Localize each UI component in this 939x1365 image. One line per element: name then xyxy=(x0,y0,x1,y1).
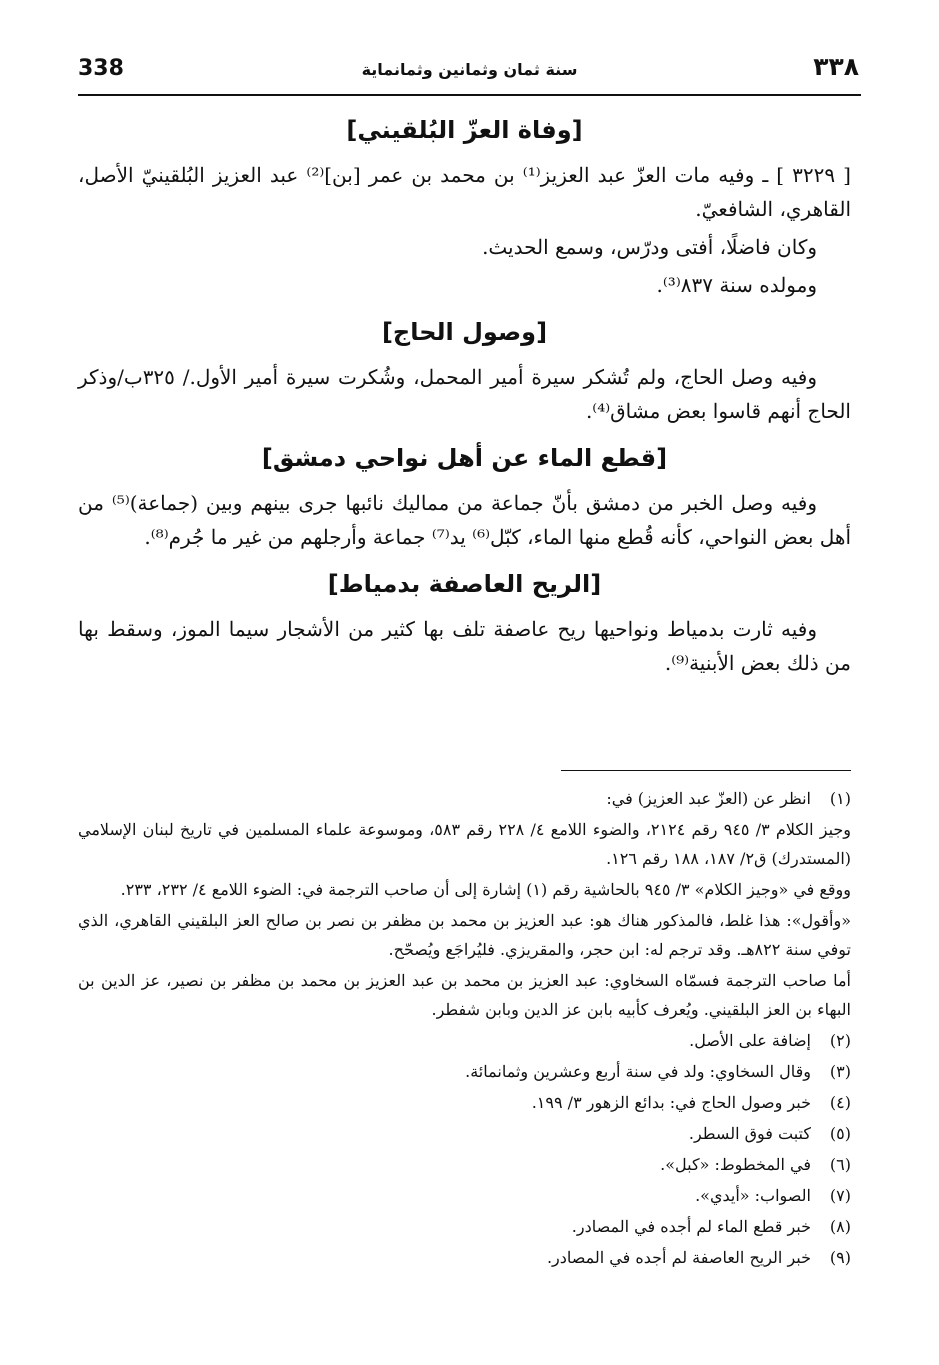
footnote-number: (٨) xyxy=(829,1217,851,1236)
running-header xyxy=(78,52,861,96)
paragraph: وكان فاضلًا، أفتى ودرّس، وسمع الحديث. xyxy=(482,235,817,259)
footnote xyxy=(78,1026,851,1057)
footnote-number: (٣) xyxy=(829,1062,851,1081)
footnote-number: (٦) xyxy=(829,1155,851,1174)
footnote xyxy=(78,1212,851,1243)
footnote-number: (٢) xyxy=(829,1031,851,1050)
footnote xyxy=(78,1057,851,1088)
section-heading: [قطع الماء عن أهل نواحي دمشق] xyxy=(261,444,668,472)
section-heading: [وفاة العزّ البُلقيني] xyxy=(346,116,583,144)
footnote-text: خبر وصول الحاج في: بدائع الزهور ٣/ ١٩٩. xyxy=(531,1093,811,1112)
footnote xyxy=(78,1150,851,1181)
section-heading: [الريح العاصفة بدمياط] xyxy=(327,570,602,598)
footnote-text: إضافة على الأصل. xyxy=(689,1031,811,1050)
section-storm-damietta xyxy=(78,564,851,680)
footnote xyxy=(78,784,851,1026)
footnote-text: خبر قطع الماء لم أجده في المصادر. xyxy=(571,1217,811,1236)
footnote-text: أما صاحب الترجمة فسمّاه السخاوي: عبد العزيز بن محمد بن عبد العزيز بن محمد بن مظفر بن نصير، عز الدين بن البهاء بن العز البلقيني. ويُعرف كأبيه بابن عز الدين وبابن شفطر. xyxy=(78,971,851,1019)
footnote xyxy=(78,1181,851,1212)
footnote-number: (٥) xyxy=(829,1124,851,1143)
footnote-text: الصواب: «أيدي». xyxy=(695,1186,811,1205)
footnote-number: (١) xyxy=(829,789,851,808)
paragraph: وفيه وصل الخبر من دمشق بأنّ جماعة من مماليك نائبها جرى بينهم وبين (جماعة)⁽⁵⁾ من أهل بعض النواحي، كأنه قُطع منها الماء، كبّل⁽⁶⁾ يد⁽⁷⁾ جماعة وأرجلهم من غير ما جُرم⁽⁸⁾. xyxy=(78,491,851,549)
footnote-text: وجيز الكلام ٣/ ٩٤٥ رقم ٢١٢٤، والضوء اللامع ٤/ ٢٢٨ رقم ٥٨٣، وموسوعة علماء المسلمين في تاريخ لبنان الإسلامي (المستدرك) ق٢/ ١٨٧، ١٨٨ رقم ١٢٦. xyxy=(78,820,852,868)
page-number-arabic: ٣٣٨ xyxy=(813,52,859,81)
paragraph: وفيه وصل الحاج، ولم تُشكر سيرة أمير المحمل، وشُكرت سيرة أمير الأول./ ٣٢٥ب/وذكر الحاج أنهم قاسوا بعض مشاق⁽⁴⁾. xyxy=(78,365,851,423)
footnote-number: (٤) xyxy=(829,1093,851,1112)
footnote xyxy=(78,1088,851,1119)
page-number-latin: 338 xyxy=(78,56,124,81)
footnote xyxy=(78,1243,851,1274)
section-death-bulqini xyxy=(78,110,851,302)
paragraph: [ ٣٢٢٩ ] ـ وفيه مات العزّ عبد العزيز⁽¹⁾ بن محمد بن عمر [بن]⁽²⁾ عبد العزيز البُلقينيّ الأصل، القاهري، الشافعيّ. xyxy=(78,163,851,221)
footnote-number: (٩) xyxy=(829,1248,851,1267)
section-heading: [وصول الحاج] xyxy=(381,318,548,346)
footnote-text: وقال السخاوي: ولد في سنة أربع وعشرين وثمانمائة. xyxy=(465,1062,811,1081)
footnote-separator xyxy=(561,770,851,771)
footnote-number: (٧) xyxy=(829,1186,851,1205)
footnote xyxy=(78,1119,851,1150)
footnote-text: كتبت فوق السطر. xyxy=(688,1124,811,1143)
footnote-text: انظر عن (العزّ عبد العزيز) في: xyxy=(606,789,811,808)
paragraph: ومولده سنة ٨٣٧⁽³⁾. xyxy=(656,273,817,297)
footnotes xyxy=(78,784,851,1274)
footnote-text: في المخطوط: «كبل». xyxy=(660,1155,811,1174)
section-water-cutoff xyxy=(78,438,851,554)
paragraph: وفيه ثارت بدمياط ونواحيها ريح عاصفة تلف بها كثير من الأشجار سيما الموز، وسقط بها من ذلك بعض الأبنية⁽⁹⁾. xyxy=(78,617,851,675)
footnote-text: «وأقول»: هذا غلط، فالمذكور هناك هو: عبد العزيز بن محمد بن مظفر بن نصر بن صالح العز البلقيني القاهري، الذي توفي سنة ٨٢٢هـ. وقد ترجم له: ابن حجر، والمقريزي. فليُراجَع ويُصحّح. xyxy=(78,911,851,959)
footnote-text: خبر الريح العاصفة لم أجده في المصادر. xyxy=(546,1248,811,1267)
main-text xyxy=(78,110,851,684)
footnote-text: ووقع في «وجيز الكلام» ٣/ ٩٤٥ بالحاشية رقم (١) إشارة إلى أن صاحب الترجمة في: الضوء اللامع ٤/ ٢٣٢، ٢٣٣. xyxy=(120,880,851,899)
section-pilgrims-arrival xyxy=(78,312,851,428)
running-title: سنة ثمان وثمانين وثمانماية xyxy=(361,60,578,79)
